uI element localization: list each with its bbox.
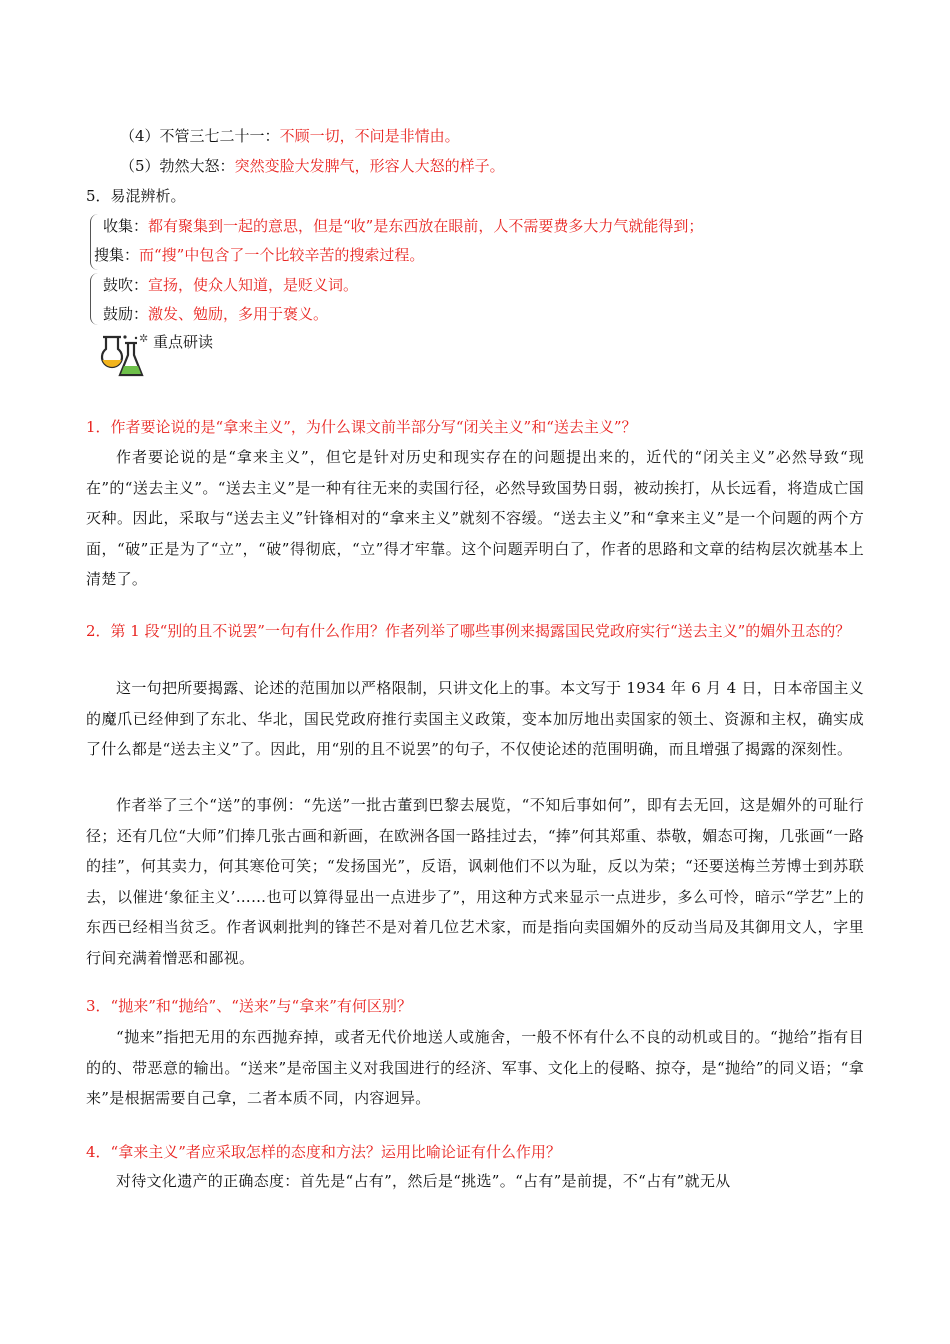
answer-paragraph: 这一句把所要揭露、论述的范围加以严格限制，只讲文化上的事。本文写于 1934 年 6 月 4 日，日本帝国主义的魔爪已经伸到了东北、华北，国民党政府推行卖国主义政策，变本加厉地出卖国家的领土、资源和主权，确实成了什么都是“送去主义”了。因此，用“别的且不说罢”的句子，不仅使论述的范围明确，而且增强了揭露的深刻性。 [86, 679, 864, 758]
gear-icon: ✲ [139, 332, 149, 345]
answer-paragraph: 作者举了三个“送”的事例：“先送”一批古董到巴黎去展览，“不知后事如何”，即有去无回，这是媚外的可耻行径；还有几位“大师”们捧几张古画和新画，在欧洲各国一路挂过去，“捧”何其郑重、恭敬，媚态可掬，几张画“一路的挂”，何其卖力，何其寒伧可笑；“发扬国光”，反语，讽刺他们不以为耻，反以为荣；“还要送梅兰芳博士到苏联去，以催进‘象征主义’……也可以算得显出一点进步了”，用这种方式来显示一点进步，多么可怜，暗示“学艺”上的东西已经相当贫乏。作者讽刺批判的锋芒不是对着几位艺术家，而是指向卖国媚外的反动当局及其御用文人，字里行间充满着憎恶和鄙视。 [86, 796, 864, 967]
answer-paragraph: “抛来”指把无用的东西抛弃掉，或者无代价地送人或施舍，一般不怀有什么不良的动机或目的。“抛给”指有目的的、带恶意的输出。“送来”是帝国主义对我国进行的经济、军事、文化上的侵略、掠夺，是“抛给”的同义语；“拿来”是根据需要自己拿，二者本质不同，内容迥异。 [86, 1028, 864, 1107]
confusable-definition: 而“搜”中包含了一个比较辛苦的搜索过程。 [139, 246, 425, 264]
section-label: 重点研读 [153, 333, 214, 351]
confusable-term: 收集： [103, 217, 149, 235]
vocab-item-5 [120, 156, 505, 176]
vocab-item-4 [120, 126, 460, 146]
confusables-title: 5．易混辨析。 [86, 187, 186, 205]
question-title: 4．“拿来主义”者应采取怎样的态度和方法？运用比喻论证有什么作用？ [86, 1143, 561, 1161]
answer-paragraph: 作者要论说的是“拿来主义”，但它是针对历史和现实存在的问题提出来的，近代的“闭关主义”必然导致“现在”的“送去主义”。“送去主义”是一种有往无来的卖国行径，必然导致国势日弱，被动挨打，从长远看，将造成亡国灭种。因此，采取与“送去主义”针锋相对的“拿来主义”就刻不容缓。“送去主义”和“拿来主义”是一个问题的两个方面，“破”正是为了“立”，“破”得彻底，“立”得才牢靠。这个问题弄明白了，作者的思路和文章的结构层次就基本上清楚了。 [86, 448, 864, 588]
vocab-num: （5） [120, 157, 160, 175]
confusable-term: 搜集： [94, 246, 140, 264]
chemistry-flask-icon [98, 333, 144, 379]
brace-bracket [90, 273, 99, 325]
vocab-definition: 突然变脸大发脾气，形容人大怒的样子。 [234, 157, 505, 175]
confusable-term: 鼓吹： [103, 276, 149, 294]
confusable-item [103, 304, 328, 324]
confusable-definition: 宣扬，使众人知道，是贬义词。 [148, 276, 359, 294]
vocab-term: 勃然大怒： [159, 157, 235, 175]
vocab-term: 不管三七二十一： [159, 127, 280, 145]
question-title: 3．“抛来”和“抛给”、“送来”与“拿来”有何区别？ [86, 997, 412, 1015]
confusable-item [94, 245, 424, 265]
confusable-term: 鼓励： [103, 305, 149, 323]
confusable-item [103, 275, 358, 295]
answer-paragraph: 对待文化遗产的正确态度：首先是“占有”，然后是“挑选”。“占有”是前提，不“占有”就无从 [116, 1172, 731, 1190]
vocab-definition: 不顾一切，不问是非情由。 [279, 127, 460, 145]
question-title: 2．第 1 段“别的且不说罢”一句有什么作用？作者列举了哪些事例来揭露国民党政府实行“送去主义”的媚外丑态的？ [86, 622, 851, 640]
question-title: 1．作者要论说的是“拿来主义”，为什么课文前半部分写“闭关主义”和“送去主义”？ [86, 418, 637, 436]
vocab-num: （4） [120, 127, 160, 145]
confusable-item [103, 216, 703, 236]
confusable-definition: 都有聚集到一起的意思，但是“收”是东西放在眼前，人不需要费多大力气就能得到； [148, 217, 704, 235]
confusable-definition: 激发、勉励，多用于褒义。 [148, 305, 329, 323]
